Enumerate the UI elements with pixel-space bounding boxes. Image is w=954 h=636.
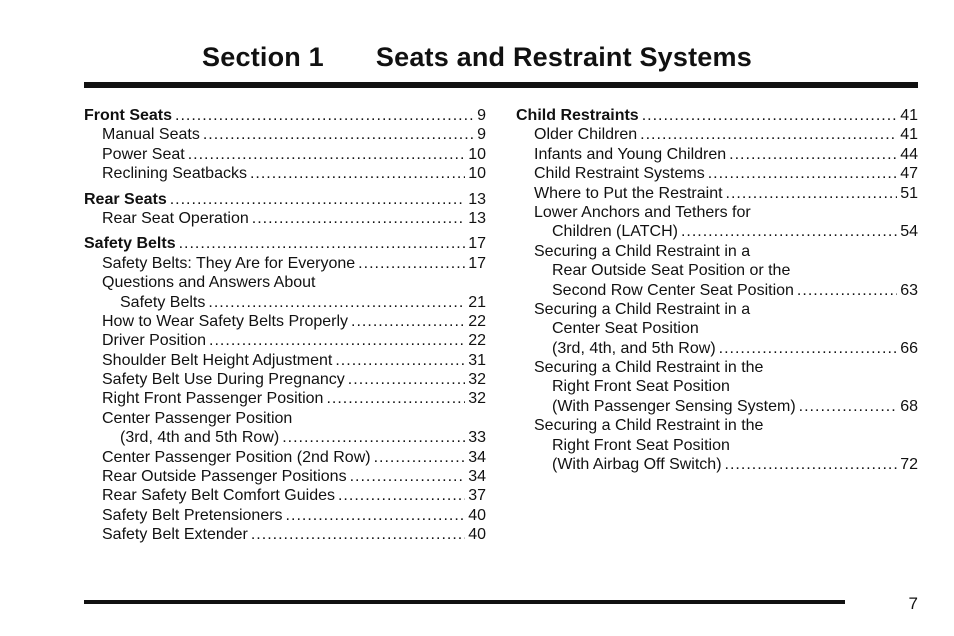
toc-entry — [516, 164, 918, 183]
toc-entry — [84, 293, 486, 312]
toc-entry-title: Rear Safety Belt Comfort Guides — [102, 487, 335, 505]
toc-entry — [516, 184, 918, 203]
toc-entry — [84, 312, 486, 331]
toc-entry-page: 13 — [468, 190, 486, 208]
toc-entry-title: Children (LATCH) — [552, 223, 678, 241]
toc-leader-dots — [209, 331, 465, 350]
toc-entry-page: 47 — [900, 165, 918, 183]
toc-entry — [84, 254, 486, 273]
toc-entry-page: 22 — [468, 312, 486, 330]
footer-rule — [84, 600, 845, 604]
toc-entry — [516, 416, 918, 435]
toc-entry — [84, 164, 486, 183]
page-title — [0, 42, 954, 73]
toc-entry — [516, 125, 918, 144]
toc-entry — [84, 190, 486, 209]
toc-entry-title: Securing a Child Restraint in a — [534, 300, 751, 318]
toc-leader-dots — [725, 455, 898, 474]
toc-entry-title: Power Seat — [102, 145, 185, 163]
toc-entry-page: 40 — [468, 526, 486, 544]
toc-entry-title: Right Front Passenger Position — [102, 390, 324, 408]
toc-leader-dots — [170, 190, 465, 209]
toc-entry-title: Infants and Young Children — [534, 145, 727, 163]
toc-entry-page: 72 — [900, 456, 918, 474]
toc-leader-dots — [729, 145, 897, 164]
toc-entry-page: 10 — [468, 145, 486, 163]
toc-entry — [84, 106, 486, 125]
toc-entry-page: 33 — [468, 429, 486, 447]
toc-entry — [84, 145, 486, 164]
toc-entry — [84, 209, 486, 228]
toc-entry-title: Second Row Center Seat Position — [552, 281, 794, 299]
toc-entry-page: 40 — [468, 506, 486, 524]
toc-leader-dots — [286, 506, 466, 525]
toc-entry-title: (3rd, 4th, and 5th Row) — [552, 339, 716, 357]
toc-entry — [84, 370, 486, 389]
toc-entry-title: Questions and Answers About — [102, 274, 316, 292]
toc-entry-title: Manual Seats — [102, 126, 200, 144]
toc-entry-page: 17 — [468, 235, 486, 253]
toc-leader-dots — [252, 209, 465, 228]
toc-entry-title: Front Seats — [84, 107, 173, 124]
section-label: Section 1 — [202, 42, 324, 72]
toc-entry-page: 10 — [468, 165, 486, 183]
toc-entry-title: Safety Belts — [120, 293, 206, 311]
toc-entry-title: (3rd, 4th and 5th Row) — [120, 429, 280, 447]
toc-leader-dots — [348, 370, 465, 389]
toc-leader-dots — [188, 145, 465, 164]
toc-entry-title: Right Front Seat Position — [552, 378, 730, 396]
toc-leader-dots — [208, 293, 465, 312]
toc-leader-dots — [642, 106, 898, 125]
toc-entry — [516, 358, 918, 377]
toc-leader-dots — [251, 525, 465, 544]
toc-leader-dots — [335, 351, 465, 370]
toc-entry — [516, 339, 918, 358]
toc-entry-page: 9 — [477, 107, 486, 124]
toc-leader-dots — [681, 222, 897, 241]
toc-entry-title: Child Restraints — [516, 107, 639, 124]
toc-leader-dots — [175, 106, 474, 125]
toc-entry-title: Lower Anchors and Tethers for — [534, 203, 751, 221]
toc-entry — [516, 281, 918, 300]
toc-entry-page: 41 — [900, 126, 918, 144]
toc-entry-title: Rear Outside Passenger Positions — [102, 468, 347, 486]
toc-entry-page: 51 — [900, 184, 918, 202]
toc-entry-title: Safety Belt Pretensioners — [102, 506, 283, 524]
toc-entry-title: Safety Belts: They Are for Everyone — [102, 254, 356, 272]
toc-entry — [516, 377, 918, 396]
toc-entry-title: (With Airbag Off Switch) — [552, 456, 722, 474]
toc-entry — [516, 203, 918, 222]
toc-entry — [516, 145, 918, 164]
toc-entry — [84, 331, 486, 350]
toc-entry — [84, 409, 486, 428]
toc-leader-dots — [350, 467, 466, 486]
toc-entry-title: Securing a Child Restraint in the — [534, 417, 764, 435]
toc-entry — [516, 222, 918, 241]
toc-entry — [516, 455, 918, 474]
toc-entry-title: Older Children — [534, 126, 638, 144]
toc-entry-page: 21 — [468, 293, 486, 311]
toc-entry — [84, 389, 486, 408]
toc-entry-title: Safety Belts — [84, 235, 176, 253]
toc-entry-page: 54 — [900, 223, 918, 241]
toc-entry-page: 66 — [900, 339, 918, 357]
toc-entry — [516, 242, 918, 261]
toc-entry-title: Rear Outside Seat Position or the — [552, 262, 791, 280]
toc-entry-title: Center Seat Position — [552, 320, 699, 338]
toc-entry-page: 44 — [900, 145, 918, 163]
toc-leader-dots — [797, 281, 897, 300]
toc-entry — [84, 467, 486, 486]
toc-entry — [516, 106, 918, 125]
toc-entry-title: Rear Seats — [84, 190, 167, 208]
toc-leader-dots — [719, 339, 898, 358]
toc-entry — [84, 486, 486, 505]
toc-entry-page: 13 — [468, 209, 486, 227]
toc-leader-dots — [640, 125, 897, 144]
toc-leader-dots — [179, 234, 466, 253]
toc-leader-dots — [203, 125, 474, 144]
toc-entry-page: 68 — [900, 397, 918, 415]
toc-leader-dots — [351, 312, 465, 331]
toc-entry-page: 37 — [468, 487, 486, 505]
toc-leader-dots — [326, 389, 465, 408]
toc-leader-dots — [358, 254, 465, 273]
toc-entry-title: Driver Position — [102, 332, 207, 350]
toc-entry-title: How to Wear Safety Belts Properly — [102, 312, 349, 330]
toc-entry — [84, 506, 486, 525]
toc-entry — [84, 428, 486, 447]
toc-entry — [516, 261, 918, 280]
header-rule — [84, 82, 918, 88]
toc-left-column — [84, 106, 486, 545]
toc-entry-title: Safety Belt Extender — [102, 526, 248, 544]
toc-entry-title: Where to Put the Restraint — [534, 184, 723, 202]
toc-entry-page: 32 — [468, 371, 486, 389]
toc-leader-dots — [708, 164, 897, 183]
toc-leader-dots — [338, 486, 465, 505]
toc-entry — [516, 319, 918, 338]
toc-entry-page: 63 — [900, 281, 918, 299]
toc-entry-page: 17 — [468, 254, 486, 272]
toc-entry — [516, 436, 918, 455]
toc-entry-title: Shoulder Belt Height Adjustment — [102, 351, 333, 369]
toc-entry-title: Center Passenger Position (2nd Row) — [102, 448, 371, 466]
toc-leader-dots — [282, 428, 465, 447]
toc-entry — [516, 300, 918, 319]
toc-leader-dots — [374, 448, 466, 467]
toc-entry-page: 32 — [468, 390, 486, 408]
toc-leader-dots — [250, 164, 465, 183]
toc-leader-dots — [726, 184, 898, 203]
toc-entry-page: 9 — [477, 126, 486, 144]
toc-entry-page: 22 — [468, 332, 486, 350]
section-title: Seats and Restraint Systems — [375, 42, 752, 72]
toc-entry-title: Child Restraint Systems — [534, 165, 705, 183]
toc-entry-page: 31 — [468, 351, 486, 369]
toc-entry — [84, 525, 486, 544]
toc-entry — [84, 125, 486, 144]
toc-entry-page: 34 — [468, 468, 486, 486]
toc-entry-title: Securing a Child Restraint in the — [534, 359, 764, 377]
toc-entry — [516, 397, 918, 416]
page-number: 7 — [908, 594, 918, 613]
toc-entry — [84, 448, 486, 467]
toc-entry — [84, 273, 486, 292]
toc-entry-title: Center Passenger Position — [102, 409, 293, 427]
toc-entry-page: 34 — [468, 448, 486, 466]
toc-entry-title: Right Front Seat Position — [552, 436, 730, 454]
toc-entry — [84, 351, 486, 370]
toc-entry-title: Rear Seat Operation — [102, 209, 249, 227]
toc-entry-title: Safety Belt Use During Pregnancy — [102, 371, 345, 389]
toc-entry-page: 41 — [900, 107, 918, 124]
toc-entry-title: (With Passenger Sensing System) — [552, 397, 796, 415]
toc-right-column — [516, 106, 918, 474]
toc-entry-title: Securing a Child Restraint in a — [534, 242, 751, 260]
toc-entry — [84, 234, 486, 253]
toc-leader-dots — [799, 397, 898, 416]
toc-entry-title: Reclining Seatbacks — [102, 165, 247, 183]
